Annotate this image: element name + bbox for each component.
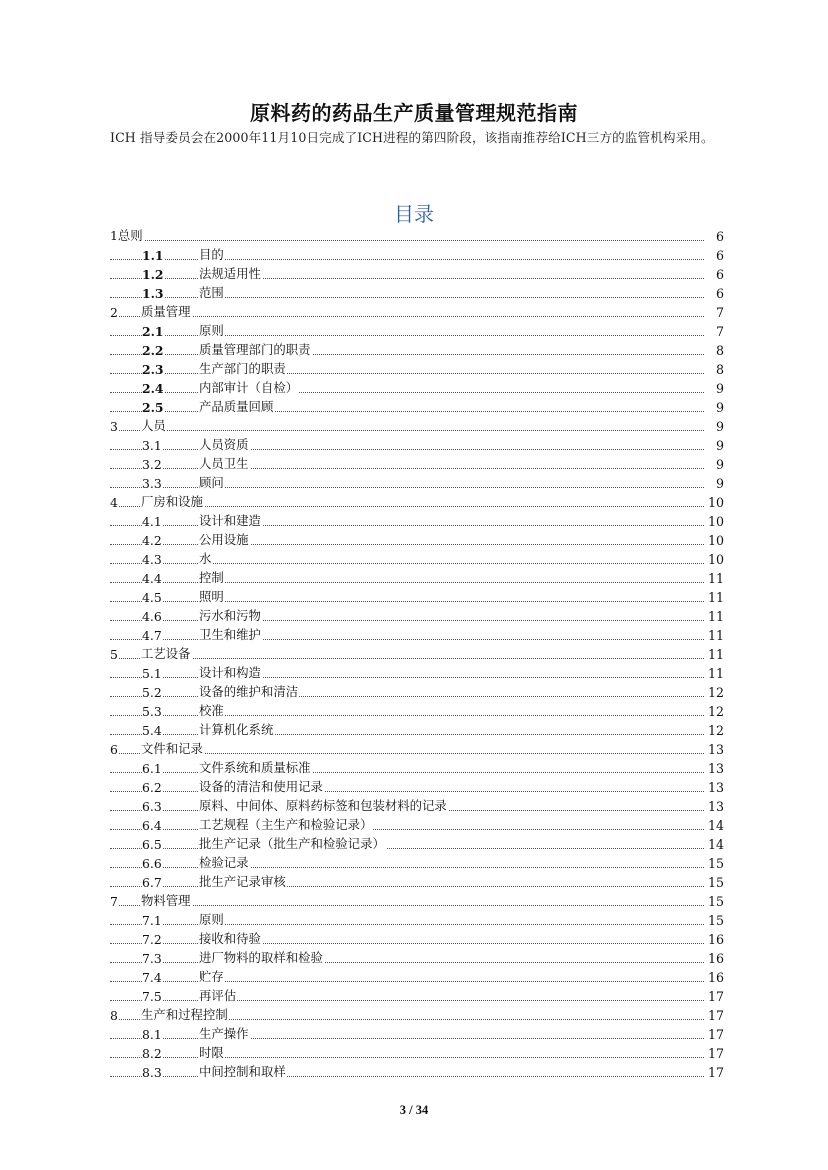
toc-entry-page: 11 [707, 647, 724, 662]
toc-entry-page: 17 [707, 1046, 724, 1061]
toc-entry-number: 5.1 [142, 666, 162, 681]
toc-entry-page: 17 [707, 1008, 724, 1023]
toc-entry-label: 生产和过程控制 [141, 1007, 228, 1022]
toc-entry-label: 文件和记录 [141, 741, 203, 756]
toc-entry-page: 10 [707, 514, 724, 529]
toc-entry[interactable] [110, 322, 724, 341]
toc-entry-number: 7 [110, 894, 118, 909]
toc-entry-number: 8.3 [142, 1065, 162, 1080]
toc-entry[interactable] [110, 664, 724, 683]
toc-entry-number: 7.1 [142, 913, 162, 928]
toc-entry-page: 15 [707, 894, 724, 909]
toc-entry-number: 3.1 [142, 438, 162, 453]
toc-entry-number: 5.3 [142, 704, 162, 719]
toc-entry-number: 5.4 [142, 723, 162, 738]
toc-entry-page: 12 [707, 723, 724, 738]
toc-entry-label: 校准 [199, 703, 224, 718]
toc-entry-page: 9 [715, 457, 724, 472]
toc-entry-label: 原料、中间体、原料药标签和包装材料的记录 [199, 798, 447, 813]
toc-entry-label: 水 [199, 551, 212, 566]
toc-entry-number: 2.2 [142, 343, 164, 358]
toc-entry-label: 生产操作 [199, 1026, 249, 1041]
toc-entry-page: 10 [707, 533, 724, 548]
toc-entry-page: 9 [715, 419, 724, 434]
toc-entry-page: 8 [715, 343, 724, 358]
toc-entry-page: 17 [707, 1065, 724, 1080]
toc-entry-label: 工艺设备 [141, 646, 191, 661]
toc-entry-label: 照明 [199, 589, 224, 604]
toc-entry-page: 14 [707, 837, 724, 852]
toc-entry[interactable] [110, 588, 724, 607]
toc-entry-label: 时限 [199, 1045, 224, 1060]
toc-entry[interactable] [110, 284, 724, 303]
toc-entry[interactable] [110, 835, 724, 854]
toc-entry[interactable] [110, 379, 724, 398]
toc-entry-number: 2.5 [142, 400, 164, 415]
toc-entry[interactable] [110, 417, 724, 436]
toc-entry-number: 8.2 [142, 1046, 162, 1061]
toc-entry[interactable] [110, 436, 724, 455]
toc-entry-page: 8 [715, 362, 724, 377]
toc-entry-page: 13 [707, 799, 724, 814]
toc-entry-label: 人员 [141, 418, 166, 433]
toc-entry-label: 设备的清洁和使用记录 [199, 779, 323, 794]
dot-leader [110, 316, 704, 317]
toc-entry[interactable] [110, 759, 724, 778]
toc-entry[interactable] [110, 569, 724, 588]
toc-entry[interactable] [110, 778, 724, 797]
toc-entry-number: 6 [110, 742, 118, 757]
toc-entry-label: 中间控制和取样 [199, 1064, 286, 1079]
toc-entry-number: 4.6 [142, 609, 162, 624]
toc-entry-number: 4.5 [142, 590, 162, 605]
toc-entry-number: 1.3 [142, 286, 164, 301]
toc-entry-number: 1.2 [142, 267, 164, 282]
toc-entry-page: 11 [707, 609, 724, 624]
toc-entry[interactable] [110, 303, 724, 322]
toc-entry-label: 文件系统和质量标准 [199, 760, 311, 775]
toc-entry-label: 计算机化系统 [199, 722, 274, 737]
toc-entry-page: 6 [715, 286, 724, 301]
toc-entry[interactable] [110, 512, 724, 531]
toc-entry[interactable] [110, 683, 724, 702]
toc-entry-number: 6.2 [142, 780, 162, 795]
dot-leader [110, 240, 704, 241]
toc-entry-page: 9 [715, 476, 724, 491]
toc-entry-page: 6 [715, 267, 724, 282]
toc-entry-page: 10 [707, 552, 724, 567]
toc-entry-page: 16 [707, 951, 724, 966]
toc-entry[interactable] [110, 265, 724, 284]
toc-entry-label: 设备的维护和清洁 [199, 684, 299, 699]
toc-entry-label: 原则 [199, 323, 224, 338]
toc-entry[interactable] [110, 1063, 724, 1082]
toc-entry-label: 目的 [199, 247, 224, 262]
toc-entry-number: 6.5 [142, 837, 162, 852]
toc-entry-label: 质量管理部门的职责 [199, 342, 311, 357]
page-number: 3 / 34 [399, 1103, 429, 1117]
toc-entry[interactable] [110, 645, 724, 664]
toc-entry-number: 4 [110, 495, 118, 510]
table-of-contents [110, 227, 724, 1082]
toc-entry[interactable] [110, 227, 724, 246]
toc-entry-label: 设计和建造 [199, 513, 261, 528]
toc-entry-label: 法规适用性 [199, 266, 261, 281]
toc-entry-number: 7.2 [142, 932, 162, 947]
toc-entry-page: 6 [715, 248, 724, 263]
toc-entry-number: 2 [110, 305, 118, 320]
toc-entry-label: 生产部门的职责 [199, 361, 286, 376]
toc-entry-number: 1总则 [110, 228, 143, 243]
toc-entry[interactable] [110, 892, 724, 911]
toc-entry-number: 5.2 [142, 685, 162, 700]
document-title: 原料药的药品生产质量管理规范指南 [250, 101, 578, 125]
toc-entry[interactable] [110, 968, 724, 987]
toc-entry[interactable] [110, 607, 724, 626]
toc-entry-page: 13 [707, 761, 724, 776]
toc-entry[interactable] [110, 398, 724, 417]
toc-entry-number: 3.2 [142, 457, 162, 472]
toc-entry-page: 11 [707, 666, 724, 681]
toc-entry-label: 污水和污物 [199, 608, 261, 623]
toc-entry-label: 人员资质 [199, 437, 249, 452]
toc-entry-number: 8 [110, 1008, 118, 1023]
toc-entry-number: 7.3 [142, 951, 162, 966]
toc-entry-label: 产品质量回顾 [199, 399, 274, 414]
toc-entry[interactable] [110, 455, 724, 474]
toc-entry-number: 4.2 [142, 533, 162, 548]
toc-entry[interactable] [110, 873, 724, 892]
toc-entry-number: 6.6 [142, 856, 162, 871]
toc-entry-label: 卫生和维护 [199, 627, 261, 642]
toc-entry[interactable] [110, 360, 724, 379]
toc-entry-page: 16 [707, 932, 724, 947]
toc-entry[interactable] [110, 1006, 724, 1025]
toc-entry-page: 7 [715, 305, 724, 320]
toc-entry-label: 公用设施 [199, 532, 249, 547]
toc-entry-number: 2.3 [142, 362, 164, 377]
toc-entry-page: 11 [707, 590, 724, 605]
toc-entry-page: 9 [715, 438, 724, 453]
toc-entry[interactable] [110, 949, 724, 968]
toc-entry-number: 4.4 [142, 571, 162, 586]
toc-entry-number: 6.3 [142, 799, 162, 814]
toc-entry-number: 4.3 [142, 552, 162, 567]
toc-entry-label: 检验记录 [199, 855, 249, 870]
toc-entry[interactable] [110, 341, 724, 360]
toc-entry-number: 7.4 [142, 970, 162, 985]
toc-entry-number: 6.4 [142, 818, 162, 833]
toc-entry-number: 4.7 [142, 628, 162, 643]
toc-entry[interactable] [110, 816, 724, 835]
toc-entry[interactable] [110, 550, 724, 569]
toc-entry-label: 接收和待验 [199, 931, 261, 946]
dot-leader [110, 905, 704, 906]
toc-entry[interactable] [110, 1025, 724, 1044]
toc-entry-page: 11 [707, 571, 724, 586]
toc-entry-label: 进厂物料的取样和检验 [199, 950, 323, 965]
toc-entry-page: 10 [707, 495, 724, 510]
toc-entry-number: 8.1 [142, 1027, 162, 1042]
toc-entry-page: 7 [715, 324, 724, 339]
toc-entry-label: 厂房和设施 [141, 494, 203, 509]
toc-entry[interactable] [110, 930, 724, 949]
toc-entry[interactable] [110, 854, 724, 873]
toc-entry-page: 12 [707, 685, 724, 700]
toc-entry-number: 5 [110, 647, 118, 662]
toc-entry-page: 17 [707, 989, 724, 1004]
toc-entry-label: 贮存 [199, 969, 224, 984]
toc-entry-page: 13 [707, 780, 724, 795]
toc-entry-page: 12 [707, 704, 724, 719]
toc-entry-page: 11 [707, 628, 724, 643]
toc-entry[interactable] [110, 493, 724, 512]
toc-entry-label: 范围 [199, 285, 224, 300]
toc-entry[interactable] [110, 797, 724, 816]
toc-entry-number: 4.1 [142, 514, 162, 529]
toc-entry[interactable] [110, 531, 724, 550]
toc-entry-page: 9 [715, 400, 724, 415]
toc-entry-label: 批生产记录（批生产和检验记录） [199, 836, 385, 851]
toc-entry-page: 9 [715, 381, 724, 396]
toc-entry-label: 工艺规程（主生产和检验记录） [199, 817, 373, 832]
toc-entry-number: 6.1 [142, 761, 162, 776]
toc-entry-label: 设计和构造 [199, 665, 261, 680]
toc-entry-page: 6 [715, 229, 724, 244]
dot-leader [110, 658, 704, 659]
toc-entry[interactable] [110, 474, 724, 493]
toc-entry-label: 顾问 [199, 475, 224, 490]
toc-entry-label: 批生产记录审核 [199, 874, 286, 889]
toc-entry[interactable] [110, 911, 724, 930]
toc-entry-page: 14 [707, 818, 724, 833]
toc-entry[interactable] [110, 740, 724, 759]
toc-entry-number: 3 [110, 419, 118, 434]
toc-entry-number: 3.3 [142, 476, 162, 491]
toc-entry-label: 原则 [199, 912, 224, 927]
toc-entry[interactable] [110, 1044, 724, 1063]
toc-entry[interactable] [110, 721, 724, 740]
toc-entry[interactable] [110, 246, 724, 265]
toc-entry-number: 2.4 [142, 381, 164, 396]
toc-entry-label: 物料管理 [141, 893, 191, 908]
toc-entry-label: 内部审计（自检） [199, 380, 299, 395]
toc-entry-number: 7.5 [142, 989, 162, 1004]
toc-entry[interactable] [110, 626, 724, 645]
toc-entry[interactable] [110, 702, 724, 721]
toc-entry-page: 13 [707, 742, 724, 757]
intro-paragraph: ICH 指导委员会在2000年11月10日完成了ICH进程的第四阶段，该指南推荐给ICH三方的监管机构采用。 [110, 130, 714, 145]
toc-entry-label: 控制 [199, 570, 224, 585]
toc-entry-label: 再评估 [199, 988, 237, 1003]
dot-leader [110, 430, 704, 431]
toc-entry[interactable] [110, 987, 724, 1006]
toc-entry-label: 质量管理 [141, 304, 191, 319]
toc-entry-label: 人员卫生 [199, 456, 249, 471]
toc-entry-page: 17 [707, 1027, 724, 1042]
toc-entry-page: 15 [707, 856, 724, 871]
toc-entry-number: 1.1 [142, 248, 164, 263]
toc-entry-page: 15 [707, 875, 724, 890]
toc-entry-number: 6.7 [142, 875, 162, 890]
toc-entry-page: 16 [707, 970, 724, 985]
toc-entry-page: 15 [707, 913, 724, 928]
toc-heading: 目录 [394, 202, 434, 226]
toc-entry-number: 2.1 [142, 324, 164, 339]
